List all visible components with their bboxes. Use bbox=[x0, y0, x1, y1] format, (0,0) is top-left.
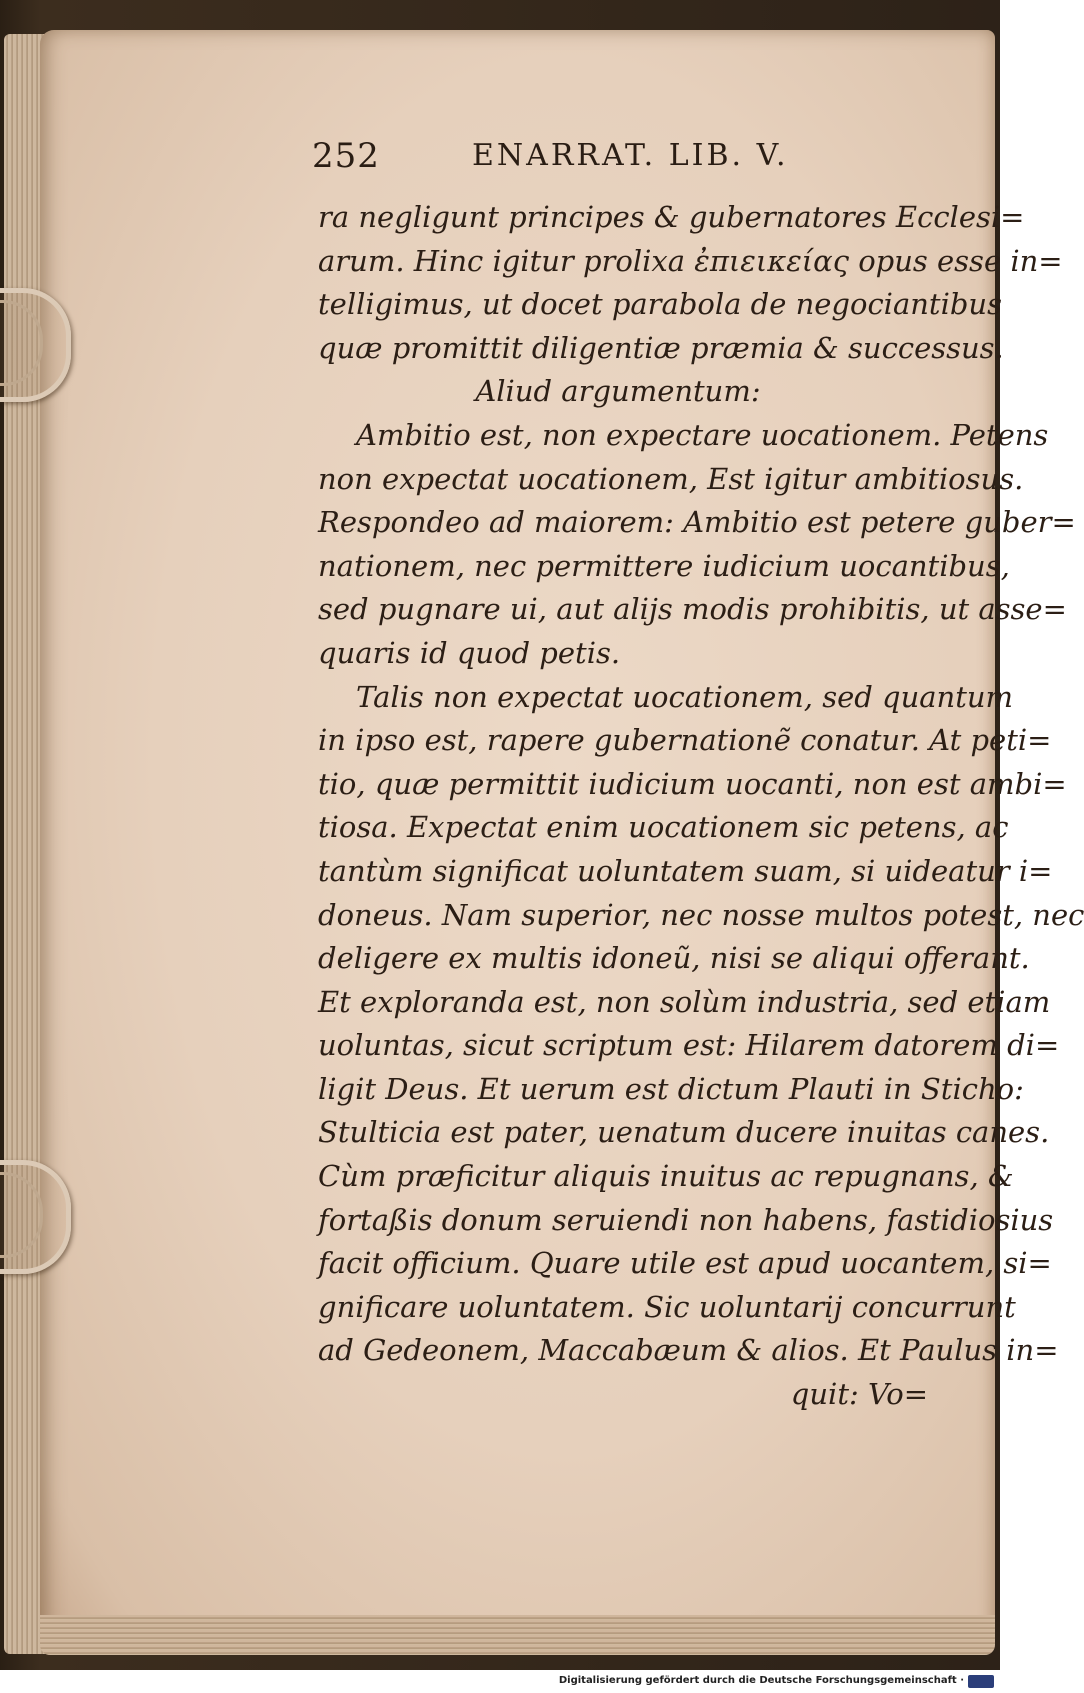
dfg-logo-icon bbox=[968, 1675, 994, 1688]
text-line: sed pugnare ui, aut alijs modis prohibitis, ut asse= bbox=[318, 592, 1067, 627]
funding-credit: Digitalisierung gefördert durch die Deutsche Forschungsgemeinschaft · bbox=[558, 1675, 964, 1686]
body-text bbox=[318, 196, 1084, 1417]
text-line: tio, quæ permittit iudicium uocanti, non est ambi= bbox=[318, 766, 1067, 801]
page-number: 252 bbox=[312, 136, 380, 176]
text-line: arum. Hinc igitur prolixa ἐπιεικείας opus esse in= bbox=[318, 243, 1063, 278]
text-line: tantùm significat uoluntatem suam, si uideatur i= bbox=[318, 853, 1053, 888]
text-line: non expectat uocationem, Est igitur ambitiosus. bbox=[318, 461, 1024, 496]
text-line: fortaßis donum seruiendi non habens, fastidiosius bbox=[318, 1202, 1054, 1237]
text-line: quaris id quod petis. bbox=[318, 635, 621, 670]
text-line: ra negligunt principes & gubernatores Ecclesi= bbox=[318, 200, 1025, 234]
text-line: tiosa. Expectat enim uocationem sic petens, ac bbox=[318, 810, 1009, 845]
section-heading: Aliud argumentum: bbox=[475, 374, 761, 409]
catchword: quit: Vo= bbox=[790, 1377, 928, 1412]
digitization-footer bbox=[0, 1672, 1000, 1693]
running-head: ENARRAT. LIB. V. bbox=[472, 138, 789, 173]
text-line: ligit Deus. Et uerum est dictum Plauti in Sticho: bbox=[318, 1071, 1024, 1106]
text-line: Talis non expectat uocationem, sed quantum bbox=[356, 679, 1014, 714]
text-line: doneus. Nam superior, nec nosse multos potest, nec bbox=[318, 897, 1084, 932]
text-line: ad Gedeonem, Maccabæum & alios. Et Paulus in= bbox=[318, 1333, 1059, 1368]
page-edges-bottom bbox=[40, 1615, 995, 1655]
text-line: Stulticia est pater, uenatum ducere inuitas canes. bbox=[318, 1115, 1050, 1150]
text-line: Respondeo ad maiorem: Ambitio est petere guber= bbox=[318, 505, 1076, 540]
text-line: quæ promittit diligentiæ præmia & successus. bbox=[318, 330, 1004, 365]
text-line: facit officium. Quare utile est apud uocantem, si= bbox=[318, 1246, 1052, 1281]
text-line: uoluntas, sicut scriptum est: Hilarem datorem di= bbox=[318, 1028, 1060, 1063]
text-line: deligere ex multis idoneũ, nisi se aliqui offerant. bbox=[318, 941, 1030, 976]
text-line: gnificare uoluntatem. Sic uoluntarij concurrunt bbox=[318, 1289, 1016, 1324]
text-line: Et exploranda est, non solùm industria, sed etiam bbox=[318, 984, 1051, 1019]
text-line: in ipso est, rapere gubernationẽ conatur. At peti= bbox=[318, 723, 1052, 758]
page-header bbox=[312, 136, 872, 180]
text-line: Ambitio est, non expectare uocationem. Petens bbox=[356, 417, 1049, 452]
text-line: Cùm præficitur aliquis inuitus ac repugnans, & bbox=[318, 1159, 1014, 1194]
text-line: nationem, nec permittere iudicium uocantibus, bbox=[318, 548, 1010, 583]
text-line: telligimus, ut docet parabola de negociantibus bbox=[318, 287, 1002, 322]
